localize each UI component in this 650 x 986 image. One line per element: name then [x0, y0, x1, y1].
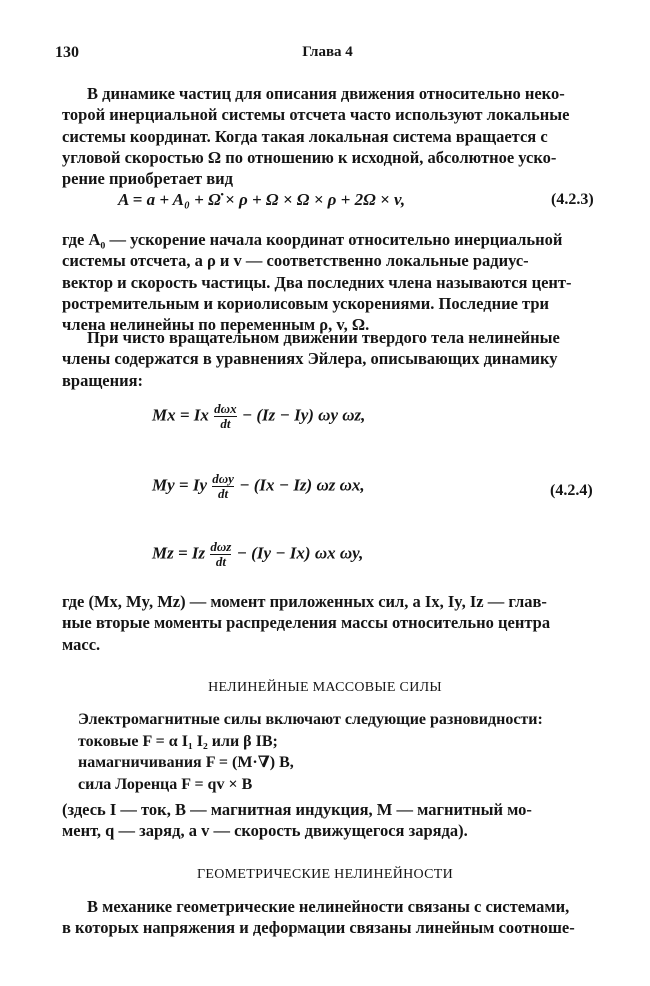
- equation-lhs: My = Iy: [152, 475, 208, 495]
- text-line: где (Mx, My, Mz) — момент приложенных сил, а Ix, Iy, Iz — глав-: [62, 592, 547, 611]
- intro-paragraph: [62, 83, 602, 189]
- text-line: масс.: [62, 634, 101, 654]
- rigid-body-paragraph: [62, 327, 602, 391]
- text-line: ные вторые моменты распределения массы относительно центра: [62, 613, 551, 633]
- euler-equation-y: [152, 472, 365, 501]
- euler-equation-x: [152, 402, 365, 431]
- equation-rhs: − (Ix − Iz) ωz ωx,: [239, 475, 365, 495]
- euler-explanation-paragraph: [62, 591, 602, 655]
- page-header: [55, 44, 600, 66]
- text-line: системы координат. Когда такая локальная система вращается с: [62, 126, 548, 146]
- numerator: dωy: [212, 471, 234, 486]
- text-line: угловой скоростью Ω по отношению к исходной, абсолютное уско-: [62, 147, 557, 167]
- text-line: ростремительным и кориолисовым ускорениями. Последние три: [62, 293, 550, 313]
- derivative-fraction: [214, 402, 236, 431]
- text-line: вращения:: [62, 370, 144, 390]
- text-line: торой инерциальной системы отсчета часто используют локальные: [62, 105, 570, 125]
- denominator: dt: [215, 554, 226, 569]
- text-line: В механике геометрические нелинейности связаны с системами,: [87, 897, 570, 916]
- numerator: dωz: [210, 539, 232, 554]
- equation-rhs: − (Iz − Iy) ωy ωz,: [241, 405, 366, 425]
- equation-lhs: Mx = Ix: [152, 405, 209, 425]
- list-item: намагничивания F = (M·∇) B,: [78, 754, 294, 771]
- text-line: В динамике частиц для описания движения относительно неко-: [87, 84, 565, 103]
- denominator: dt: [218, 486, 229, 501]
- text-line: (здесь I — ток, B — магнитная индукция, M — магнитный мо-: [62, 800, 532, 819]
- numerator: dωx: [214, 401, 237, 416]
- equation-lhs: Mz = Iz: [152, 543, 206, 563]
- text-line: где A₀ — ускорение начала координат относительно инерциальной: [62, 230, 563, 249]
- text-line: При чисто вращательном движении твердого тела нелинейные: [87, 328, 560, 347]
- explanation-paragraph: [62, 229, 602, 335]
- force-list: [78, 709, 543, 795]
- text-line: Электромагнитные силы включают следующие разновидности:: [78, 711, 543, 728]
- list-item: сила Лоренца F = qv × B: [78, 775, 253, 793]
- text-line: системы отсчета, а ρ и v — соответственно локальные радиус-: [62, 251, 529, 271]
- force-note-paragraph: [62, 799, 602, 842]
- euler-equation-z: [152, 540, 363, 569]
- chapter-title: Глава 4: [302, 44, 353, 60]
- equation-rhs: − (Iy − Ix) ωx ωy,: [236, 543, 364, 563]
- section-title-mass-forces: НЕЛИНЕЙНЫЕ МАССОВЫЕ СИЛЫ: [208, 680, 442, 695]
- text-line: в которых напряжения и деформации связаны линейным соотноше-: [62, 918, 575, 938]
- equation-4-2-3: A = a + A₀ + Ω̇ × ρ + Ω × Ω × ρ + 2Ω × v,: [118, 190, 406, 209]
- derivative-fraction: [212, 472, 234, 501]
- list-item: токовые F = α I₁ I₂ или β IB;: [78, 732, 278, 750]
- text-line: рение приобретает вид: [62, 169, 234, 189]
- text-line: мент, q — заряд, а v — скорость движущегося заряда).: [62, 821, 468, 841]
- derivative-fraction: [210, 540, 231, 569]
- equation-number-4-2-4: (4.2.4): [550, 482, 593, 499]
- text-line: члена нелинейны по переменным ρ, v, Ω.: [62, 315, 370, 335]
- section-title-geometric: ГЕОМЕТРИЧЕСКИЕ НЕЛИНЕЙНОСТИ: [196, 867, 454, 882]
- denominator: dt: [220, 416, 231, 431]
- geometric-paragraph: [62, 896, 602, 939]
- equation-number-4-2-3: (4.2.3): [551, 191, 594, 208]
- page-number: 130: [55, 44, 79, 61]
- text-line: члены содержатся в уравнениях Эйлера, описывающих динамику: [62, 349, 558, 369]
- text-line: вектор и скорость частицы. Два последних члена называются цент-: [62, 272, 572, 292]
